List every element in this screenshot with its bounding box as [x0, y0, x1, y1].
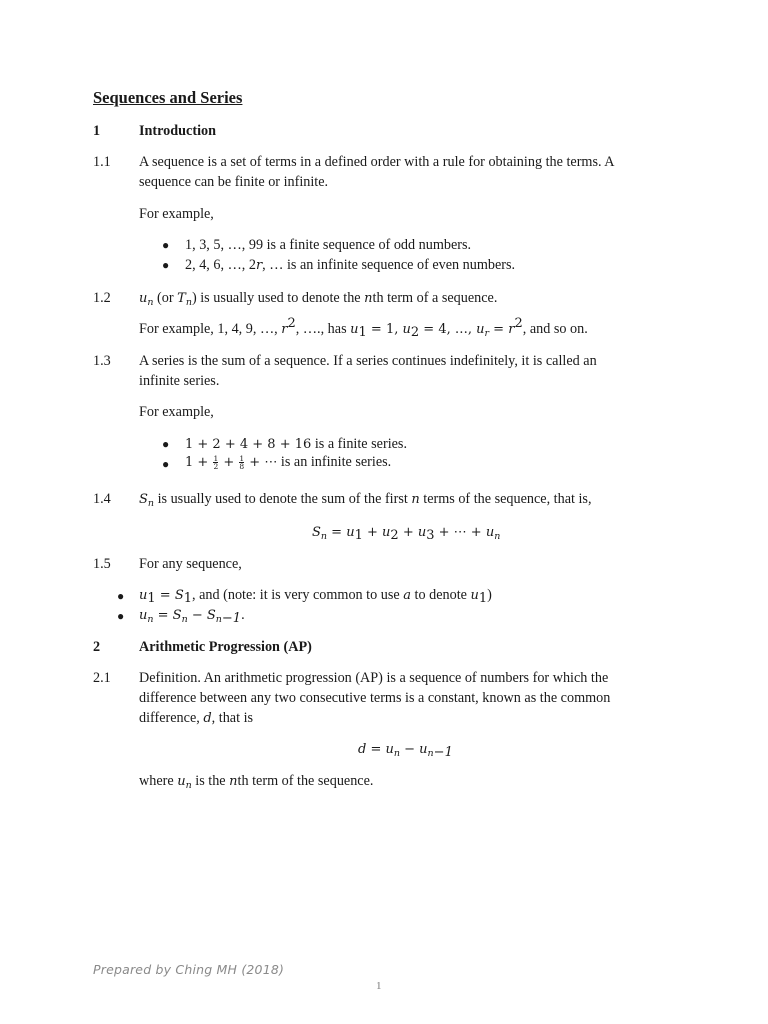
para-1-4-number: 1.4: [93, 491, 111, 507]
para-1-3-bullet-2: 1 + $\frac{1}{2}$ + $\frac{1}{8}$ + ⋯ is an infinite series.: [185, 454, 392, 472]
section-1-number: 1: [93, 123, 101, 139]
para-1-4-line-1: $S_n$ is usually used to denote the sum of the first n terms of the sequence, that is,: [139, 491, 592, 509]
section-2-number: 2: [93, 639, 101, 655]
para-1-1-number: 1.1: [93, 154, 111, 170]
para-2-1-line-3: difference, d, that is: [139, 710, 254, 726]
para-1-2-line-1: $u_n$ (or $T_n$) is usually used to denote the nth term of a sequence.: [139, 290, 498, 308]
bullet-dot: ●: [162, 258, 170, 272]
para-1-1-line-1: A sequence is a set of terms in a defined order with a rule for obtaining the terms. A: [139, 154, 615, 170]
para-2-1-number: 2.1: [93, 670, 111, 686]
page-number: 1: [376, 980, 382, 992]
para-1-3-line-2: infinite series.: [139, 373, 220, 389]
bullet-dot: ●: [162, 457, 170, 471]
equation-common-difference: $d = u_n - u_{n-1}$: [358, 742, 453, 760]
equation-sn: $S_n = u_1 + u_2 + u_3$ + ⋯ + $u_n$: [312, 525, 501, 543]
bullet-dot: ●: [162, 437, 170, 451]
para-1-5-line-1: For any sequence,: [139, 556, 242, 572]
para-1-1-bullet-2: 2, 4, 6, …, 2r, … is an infinite sequence of even numbers.: [185, 257, 516, 273]
para-2-1-line-2: difference between any two consecutive terms is a constant, known as the common: [139, 690, 611, 706]
para-1-1-bullet-1: 1, 3, 5, …, 99 is a finite sequence of odd numbers.: [185, 237, 472, 253]
para-2-1-line-4: where $u_n$ is the nth term of the sequence.: [139, 773, 374, 791]
para-1-5-bullet-2: $u_n = S_n - S_{n-1}$.: [139, 607, 245, 626]
section-1-heading: Introduction: [139, 123, 216, 139]
para-1-2-number: 1.2: [93, 290, 111, 306]
section-2-heading: Arithmetic Progression (AP): [139, 639, 312, 655]
para-1-3-bullet-1: 1 + 2 + 4 + 8 + 16 is a finite series.: [185, 436, 408, 452]
para-1-1-for-example: For example,: [139, 206, 214, 222]
bullet-dot: ●: [162, 238, 170, 252]
para-2-1-line-1: Definition. An arithmetic progression (AP) is a sequence of numbers for which the: [139, 670, 609, 686]
bullet-dot: ●: [117, 589, 125, 603]
bullet-dot: ●: [117, 609, 125, 623]
footer-credit: Prepared by Ching MH (2018): [93, 962, 285, 977]
para-1-3-number: 1.3: [93, 353, 111, 369]
document-title: Sequences and Series: [93, 88, 243, 107]
para-1-2-line-2: For example, 1, 4, 9, …, $r^2$, …., has $u_1 = 1$, $u_2 = 4$, …, $u_r = r^2$, and so on.: [139, 316, 588, 340]
para-1-5-number: 1.5: [93, 556, 111, 572]
para-1-3-for-example: For example,: [139, 404, 214, 420]
para-1-5-bullet-1: $u_1 = S_1$, and (note: it is very common to use a to denote $u_1$): [139, 587, 492, 606]
para-1-3-line-1: A series is the sum of a sequence. If a series continues indefinitely, it is called an: [139, 353, 597, 369]
para-1-1-line-2: sequence can be finite or infinite.: [139, 174, 329, 190]
